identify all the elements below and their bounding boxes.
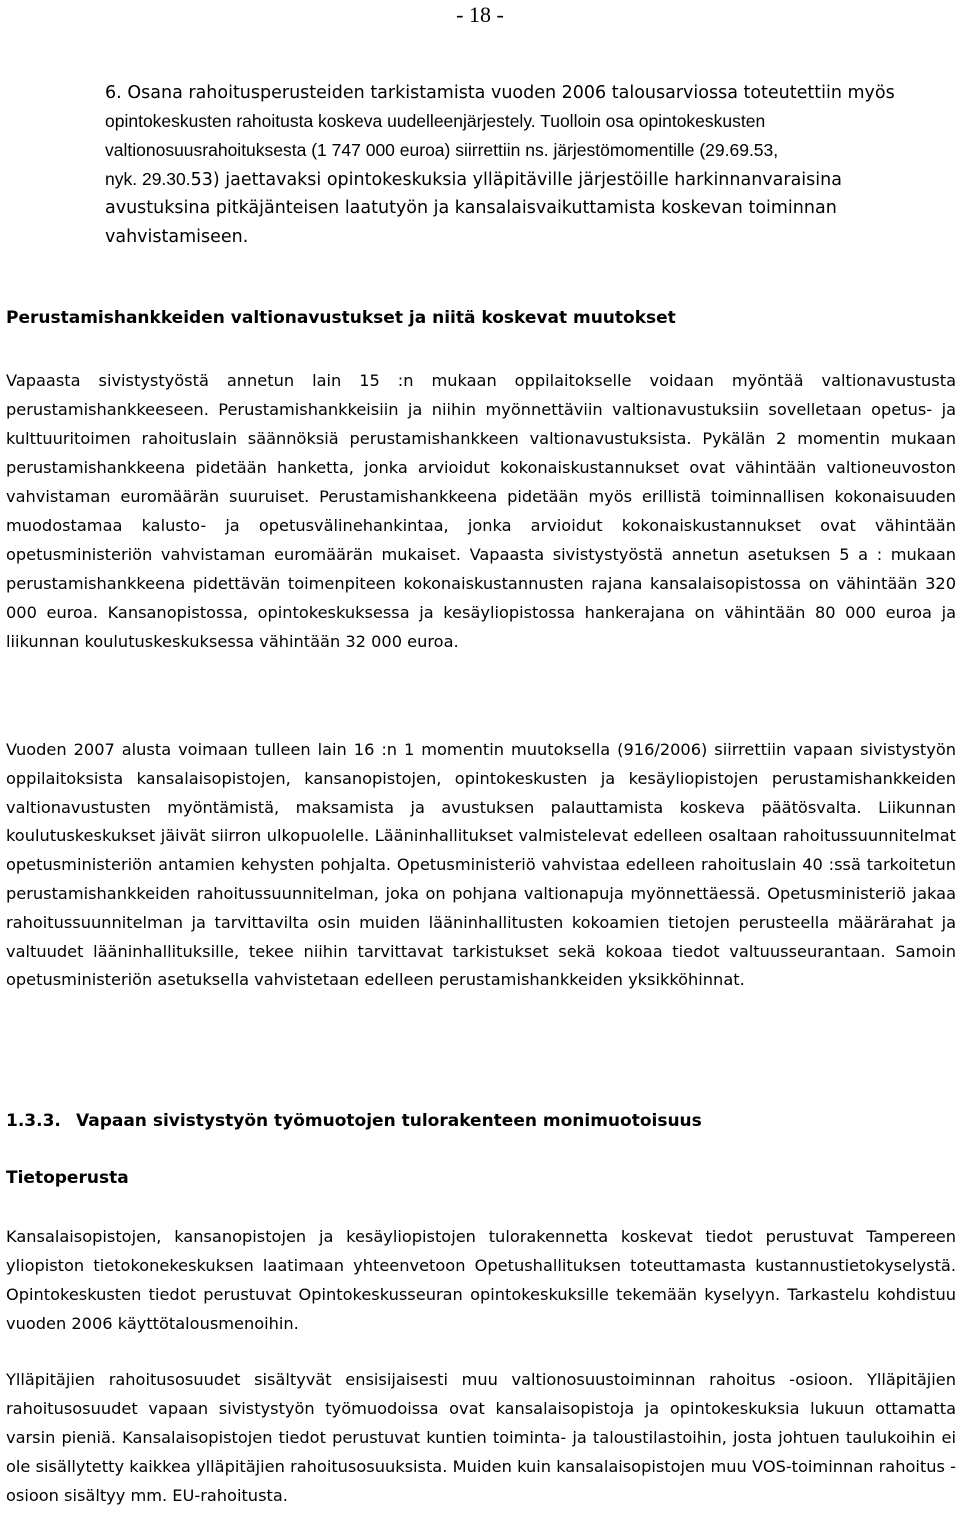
section-heading-perustamishankkeet: Perustamishankkeiden valtionavustukset ja niitä koskevat muutokset [6, 308, 676, 328]
paragraph-line: opintokeskusten rahoitusta koskeva uudelleenjärjestely. Tuolloin osa opintokeskusten [105, 111, 766, 131]
perustamis-paragraph-2 [6, 736, 956, 995]
numbered-paragraph-6 [105, 78, 954, 252]
paragraph-text: 53) jaettavaksi opintokeskuksia ylläpitäville järjestöille harkinnanvaraisina [190, 170, 842, 190]
page-number: - 18 - [456, 2, 504, 27]
section-number: 1.3.3. [6, 1111, 61, 1131]
paragraph-line [105, 165, 954, 194]
section-title: Vapaan sivistystyön työmuotojen tulorakenteen monimuotoisuus [76, 1111, 702, 1131]
perustamis-paragraph-1 [6, 366, 956, 656]
tietoperusta-paragraph-1 [6, 1222, 956, 1338]
list-number: 6. [105, 83, 122, 103]
paragraph-text: Osana rahoitusperusteiden tarkistamista vuoden 2006 talousarviossa toteutettiin myös [127, 83, 895, 103]
paragraph-text: Kansalaisopistojen, kansanopistojen ja kesäyliopistojen tulorakennetta koskevat tiedot perustuvat Tampereen yliopiston tietokonekeskuksen laatimaan yhteenvetoon Opetushallituksen toteuttamasta kustannustietokyselystä. Opintokeskusten tiedot perustuvat Opintokeskusseuran opintokeskuksille tekemään kyselyyn. Tarkastelu kohdistuu vuoden 2006 käyttötalousmenoihin. [6, 1227, 956, 1333]
paragraph-line: avustuksina pitkäjänteisen laatutyön ja kansalaisvaikuttamista koskevan toiminnan [105, 198, 837, 218]
tietoperusta-paragraph-2 [6, 1365, 956, 1510]
paragraph-text: nyk. 29.30. [105, 169, 191, 189]
paragraph-line: vahvistamiseen. [105, 227, 249, 247]
paragraph-line [105, 78, 954, 107]
paragraph-text: Vuoden 2007 alusta voimaan tulleen lain 16 :n 1 momentin muutoksella (916/2006) siirrettiin vapaan sivistystyön oppilaitoksista kansalaisopistojen, kansanopistojen, opintokeskusten ja kesäyliopistojen perustamishankkeiden valtionavustusten myöntämistä, maksamista ja avustuksen palauttamista koskeva päätösvalta. Liikunnan koulutuskeskukset jäivät siirron ulkopuolelle. Lääninhallitukset valmistelevat edelleen osaltaan rahoitussuunnitelmat opetusministeriön antamien kehysten pohjalta. Opetusministeriö vahvistaa edelleen rahoituslain 40 :ssä tarkoitetun perustamishankkeiden rahoitussuunnitelman, joka on pohjana valtionapuja myönnettäessä. Opetusministeriö jakaa rahoitussuunnitelman ja tarvittavilta osin muiden lääninhallitusten kokoamien tietojen perusteella määrärahat ja valtuudet lääninhallituksille, tekee niihin tarvittavat tarkistukset sekä kokoaa tiedot valtuusseurantaan. Samoin opetusministeriön asetuksella vahvistetaan edelleen perustamishankkeiden yksikköhinnat. [6, 740, 956, 990]
paragraph-text: Vapaasta sivistystyöstä annetun lain 15 :n mukaan oppilaitokselle voidaan myöntää valtionavustusta perustamishankkeeseen. Perustamishankkeisiin ja niihin myönnettäviin valtionavustuksiin sovelletaan opetus- ja kulttuuritoimen rahoituslain säännöksiä perustamishankkeen valtionavustuksista. Pykälän 2 momentin mukaan perustamishankkeena pidetään hanketta, jonka arvioidut kokonaiskustannukset ovat vähintään valtioneuvoston vahvistaman euromäärän suuruiset. Perustamishankkeena pidetään myös erillistä toiminnallisen kokonaisuuden muodostamaa kalusto- ja opetusvälinehankintaa, jonka arvioidut kokonaiskustannukset ovat vähintään opetusministeriön vahvistaman euromäärän mukaiset. Vapaasta sivistystyöstä annetun asetuksen 5 a : mukaan perustamishankkeena pidettävän toimenpiteen kokonaiskustannusten rajana kansalaisopistossa on vähintään 320 000 euroa. Kansanopistossa, opintokeskuksessa ja kesäyliopistossa hankerajana on vähintään 80 000 euroa ja liikunnan koulutuskeskuksessa vähintään 32 000 euroa. [6, 371, 956, 651]
paragraph-line: valtionosuusrahoituksesta (1 747 000 euroa) siirrettiin ns. järjestömomentille (29.69.53, [105, 140, 779, 160]
section-heading-tietoperusta: Tietoperusta [6, 1168, 129, 1188]
paragraph-text: Ylläpitäjien rahoitusosuudet sisältyvät ensisijaisesti muu valtionosuustoiminnan rahoitus -osioon. Ylläpitäjien rahoitusosuudet vapaan sivistystyön työmuodoissa ovat kansalaisopistoja ja opintokeskuksia lukuun ottamatta varsin pieniä. Kansalaisopistojen tiedot perustuvat kuntien toiminta- ja taloustilastoihin, josta johtuen taulukoihin ei ole sisällytetty kaikkea ylläpitäjien rahoitusosuuksista. Muiden kuin kansalaisopistojen muu VOS-toiminnan rahoitus -osioon sisältyy mm. EU-rahoitusta. [6, 1370, 956, 1505]
section-heading-133 [6, 1109, 702, 1133]
